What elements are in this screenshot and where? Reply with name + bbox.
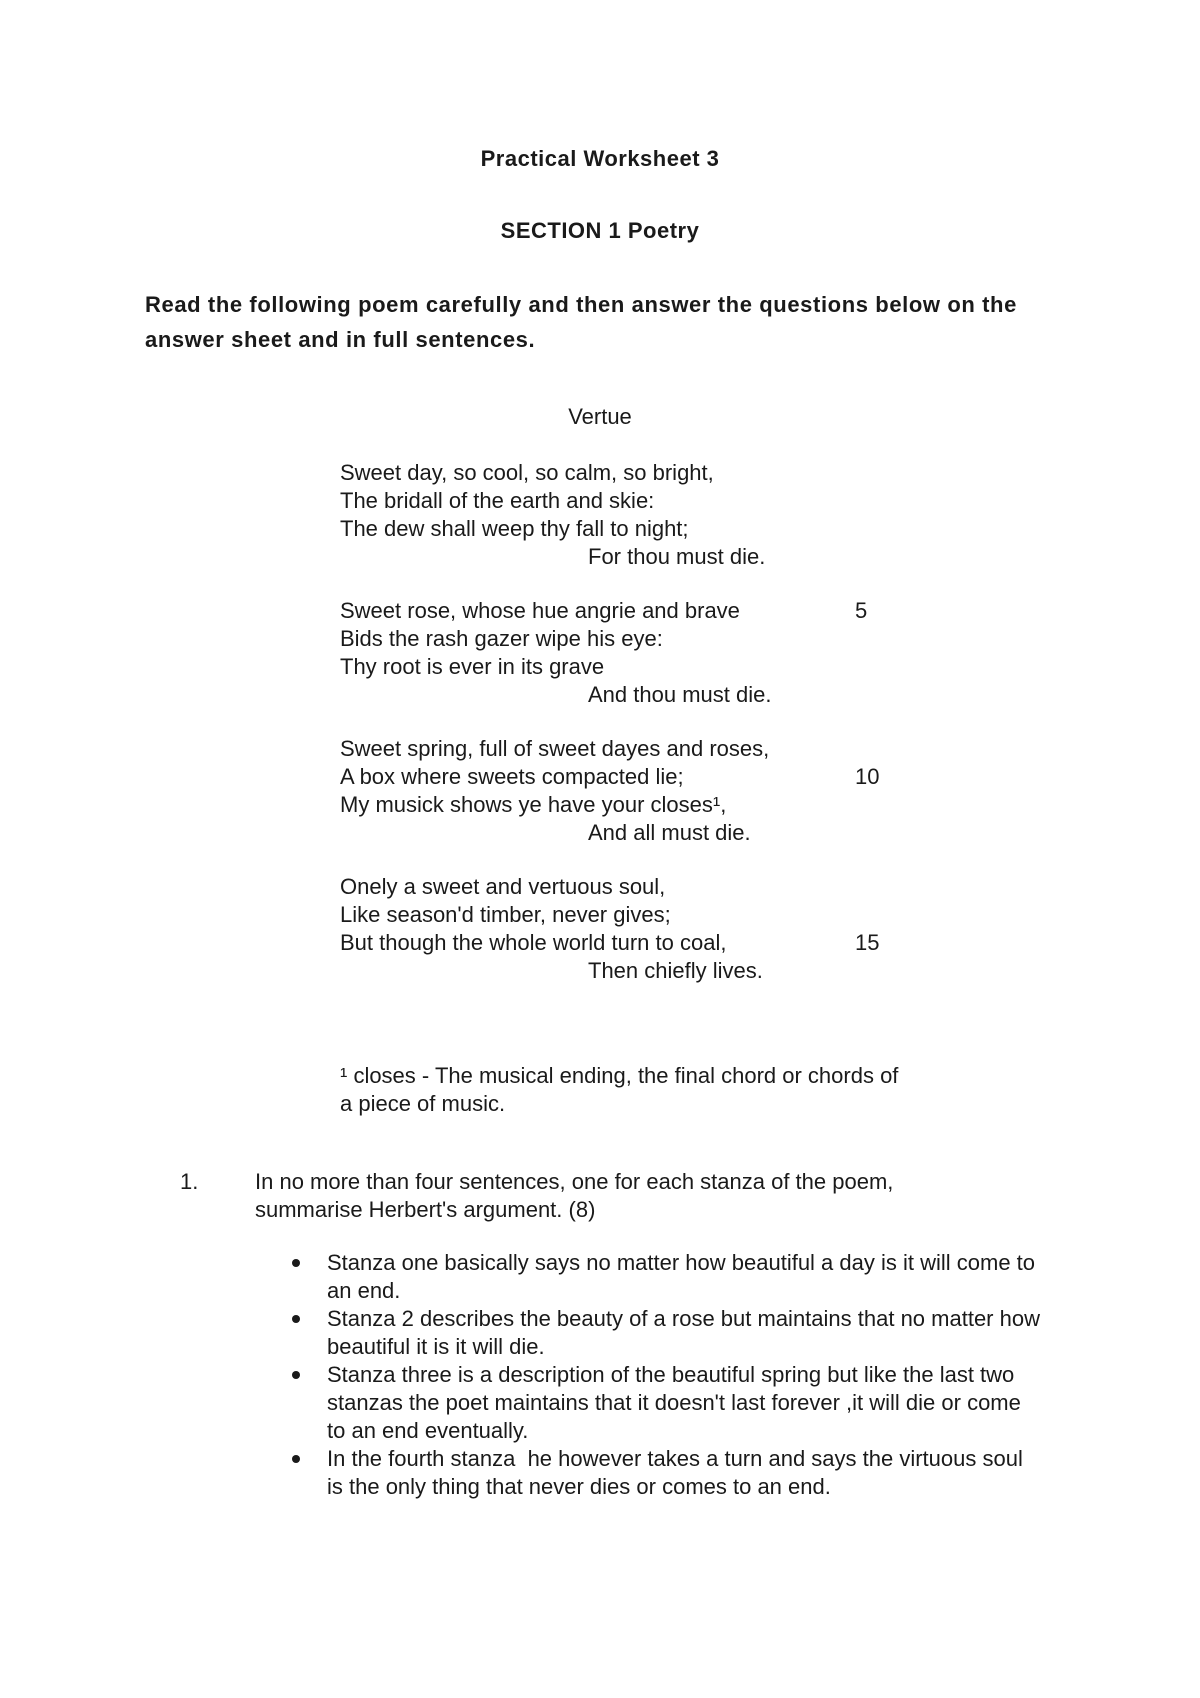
poem-line	[340, 597, 960, 625]
instructions-text: Read the following poem carefully and then answer the questions below on the answer sheet and in full sentences.	[145, 292, 1017, 352]
answer-text: Stanza one basically says no matter how beautiful a day is it will come to an end.	[327, 1250, 1042, 1303]
poem-line-text: And thou must die.	[588, 682, 772, 707]
poem-line-number: 10	[855, 764, 880, 789]
poem-line-text: Sweet day, so cool, so calm, so bright,	[340, 460, 714, 485]
poem-line-text: Bids the rash gazer wipe his eye:	[340, 626, 663, 651]
bullet-marker-icon	[292, 1249, 327, 1305]
poem-line-text: Onely a sweet and vertuous soul,	[340, 874, 666, 899]
poem-line-text: Then chiefly lives.	[588, 958, 763, 983]
poem-line-text: The bridall of the earth and skie:	[340, 488, 655, 513]
poem-line-text: A box where sweets compacted lie;	[340, 764, 684, 789]
poem-line-text: For thou must die.	[588, 544, 766, 569]
poem-line	[340, 543, 960, 571]
answer-text: Stanza three is a description of the beautiful spring but like the last two stanzas the poet maintains that it doesn't last forever ,it will die or come to an end eventually.	[327, 1362, 1027, 1443]
question-text: In no more than four sentences, one for each stanza of the poem, summarise Herbert's argument. (8)	[255, 1169, 894, 1222]
poem-line	[340, 653, 960, 681]
poem-line	[340, 791, 960, 819]
question-block	[0, 1168, 1200, 1224]
poem-line	[340, 459, 960, 487]
answer-list	[292, 1249, 1052, 1501]
poem-stanza	[340, 459, 960, 571]
footnote-text: ¹ closes - The musical ending, the final chord or chords of a piece of music.	[340, 1063, 899, 1116]
answer-bullet-item	[292, 1249, 1052, 1305]
poem-line	[340, 901, 960, 929]
poem-line	[340, 957, 960, 985]
poem-line-text: Like season'd timber, never gives;	[340, 902, 671, 927]
poem-line-text: Thy root is ever in its grave	[340, 654, 605, 679]
poem-line	[340, 515, 960, 543]
poem-line	[340, 819, 960, 847]
answer-text: Stanza 2 describes the beauty of a rose but maintains that no matter how beautiful it is it will die.	[327, 1306, 1047, 1359]
section-heading: SECTION 1 Poetry	[500, 218, 700, 243]
poem-line	[340, 763, 960, 791]
poem-stanza	[340, 597, 960, 709]
bullet-marker-icon	[292, 1361, 327, 1445]
poem-line	[340, 873, 960, 901]
poem-line-text: Sweet spring, full of sweet dayes and roses,	[340, 736, 770, 761]
bullet-marker-icon	[292, 1305, 327, 1361]
answer-bullet-item	[292, 1361, 1052, 1445]
question-number: 1.	[180, 1169, 199, 1194]
bullet-marker-icon	[292, 1445, 327, 1501]
poem-stanza	[340, 873, 960, 985]
poem-stanzas	[340, 459, 960, 1011]
poem-line-text: But though the whole world turn to coal,	[340, 930, 727, 955]
page-title: Practical Worksheet 3	[480, 146, 720, 171]
poem-line-number: 5	[855, 598, 868, 623]
poem-line-text: The dew shall weep thy fall to night;	[340, 516, 689, 541]
answer-bullet-item	[292, 1445, 1052, 1501]
poem-title: Vertue	[568, 404, 632, 429]
poem-line	[340, 681, 960, 709]
poem-line-text: Sweet rose, whose hue angrie and brave	[340, 598, 740, 623]
poem-line	[340, 625, 960, 653]
answer-text: In the fourth stanza he however takes a turn and says the virtuous soul is the only thing that never dies or comes to an end.	[327, 1446, 1029, 1499]
poem-line	[340, 487, 960, 515]
poem-line-text: And all must die.	[588, 820, 751, 845]
poem-line	[340, 929, 960, 957]
poem-stanza	[340, 735, 960, 847]
poem-line	[340, 735, 960, 763]
poem-line-text: My musick shows ye have your closes¹,	[340, 792, 727, 817]
poem-line-number: 15	[855, 930, 880, 955]
answer-bullet-item	[292, 1305, 1052, 1361]
